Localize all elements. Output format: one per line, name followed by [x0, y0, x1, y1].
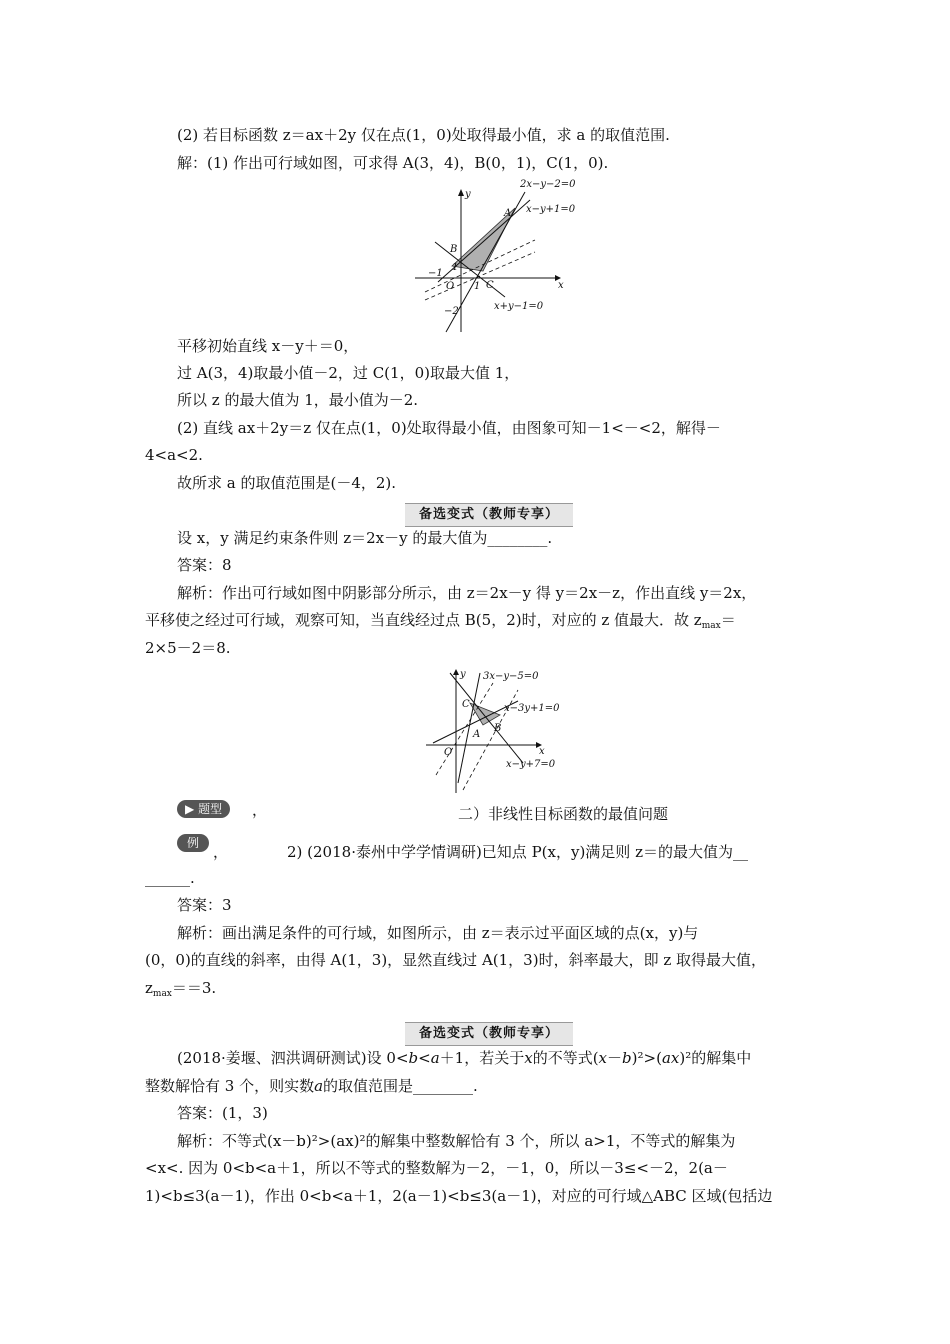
section-badge: ▶ 题型	[177, 800, 230, 818]
label-fig2-y: y	[460, 669, 466, 680]
label-fig2-l2: x−3y+1=0	[504, 703, 560, 714]
label-fig2-O: O	[444, 747, 453, 758]
feasible-region-2	[470, 703, 500, 725]
dashed-line-3	[436, 683, 493, 775]
label-l2: x−y+1=0	[526, 204, 576, 215]
question-2: (2) 若目标函数 z＝ax＋2y 仅在点(1，0)处取得最小值，求 a 的取值范围.	[177, 126, 670, 144]
label-fig2-l3: x−y+7=0	[506, 759, 556, 770]
banner-teacher-2: 备选变式（教师专享）	[405, 1022, 573, 1046]
label-neg1: −1	[428, 268, 443, 279]
section-comma: ，	[252, 801, 268, 819]
label-neg2: −2	[444, 306, 459, 317]
step-5: 4<a<2.	[145, 446, 203, 464]
label-y: y	[465, 189, 471, 200]
example-explain-3: $z_{max}==3$.	[145, 979, 217, 999]
variant2-question-1: (2018·姜堰、泗洪调研测试)设 0<b<a＋1，若关于x的不等式(x－b)²>(ax)²的解集中	[177, 1049, 752, 1067]
step-3: 所以 z 的最大值为 1，最小值为－2.	[177, 391, 419, 409]
variant2-explain-2: <x<. 因为 0<b<a＋1，所以不等式的整数解为－2，－1，0，所以－3≤<－2，2(a－	[145, 1159, 728, 1177]
y-arrow-icon-2	[453, 669, 459, 675]
step-4: (2) 直线 ax＋2y＝z 仅在点(1，0)处取得最小值，由图象可知－1<－<2，解得－	[177, 419, 721, 437]
example-explain-2: (0，0)的直线的斜率，由得 A(1，3)，显然直线过 A(1，3)时，斜率最大，即 z 取得最大值，	[145, 951, 767, 969]
variant1-explain-2: 平移使之经过可行域，观察可知，当直线经过点 B(5，2)时，对应的 z 值最大．故 $z_{max}=$	[145, 611, 736, 631]
label-fig2-A: A	[473, 729, 481, 740]
label-C: C	[486, 280, 494, 291]
example-badge: 例	[177, 834, 209, 852]
variant2-explain-1: 解析：不等式(x－b)²>(ax)²的解集中整数解恰有 3 个，所以 a>1，不等式的解集为	[177, 1132, 736, 1150]
line-x-y+7	[450, 673, 523, 763]
variant2-answer: 答案：(1，3)	[177, 1104, 268, 1122]
variant2-explain-3: 1)<b≤3(a－1)，作出 0<b<a＋1，2(a－1)<b≤3(a－1)，对应的可行域△ABC 区域(包括边	[145, 1187, 773, 1205]
example-question-2: ______.	[145, 869, 195, 887]
figure-1	[410, 172, 580, 337]
label-one-x: 1	[474, 281, 481, 292]
label-B: B	[450, 244, 458, 255]
label-A: A	[504, 208, 512, 219]
label-fig2-x: x	[539, 746, 545, 757]
step-1: 平移初始直线 x－y＋＝0，	[177, 337, 359, 355]
variant2-question-2: 整数解恰有 3 个，则实数a的取值范围是________.	[145, 1077, 478, 1095]
section-title: 二）非线性目标函数的最值问题	[458, 805, 669, 823]
example-comma: ，	[213, 843, 229, 861]
label-l3: x+y−1=0	[494, 301, 544, 312]
variant1-explain-3: 2×5－2＝8.	[145, 639, 231, 657]
step-6: 故所求 a 的取值范围是(－4，2).	[177, 474, 397, 492]
solution-1: 解：(1) 作出可行域如图，可求得 A(3，4)，B(0，1)，C(1，0).	[177, 154, 609, 172]
play-icon: ▶	[185, 802, 195, 816]
label-x: x	[558, 280, 564, 291]
variant1-answer: 答案：8	[177, 556, 232, 574]
y-arrow-icon	[458, 189, 464, 196]
variant1-question: 设 x，y 满足约束条件则 z＝2x－y 的最大值为________.	[177, 529, 553, 547]
variant1-explain-1: 解析：作出可行域如图中阴影部分所示，由 z＝2x－y 得 y＝2x－z，作出直线 y＝2x，	[177, 584, 757, 602]
label-O: O	[446, 281, 455, 292]
label-l1: 2x−y−2=0	[520, 179, 576, 190]
banner-teacher-1: 备选变式（教师专享）	[405, 503, 573, 527]
label-fig2-l1: 3x−y−5=0	[483, 671, 539, 682]
example-explain-1: 解析：画出满足条件的可行域，如图所示，由 z＝表示过平面区域的点(x，y)与	[177, 924, 699, 942]
label-one-y: 1	[452, 262, 459, 273]
example-question-1: 2) (2018·泰州中学学情调研)已知点 P(x，y)满足则 z＝的最大值为__	[287, 843, 748, 861]
step-2: 过 A(3，4)取最小值－2，过 C(1，0)取最大值 1，	[177, 364, 520, 382]
figure-2	[418, 665, 578, 795]
line-3x-y-5	[458, 673, 480, 783]
example-answer: 答案：3	[177, 896, 232, 914]
label-fig2-B: B	[494, 723, 502, 734]
label-fig2-C: C	[462, 699, 470, 710]
